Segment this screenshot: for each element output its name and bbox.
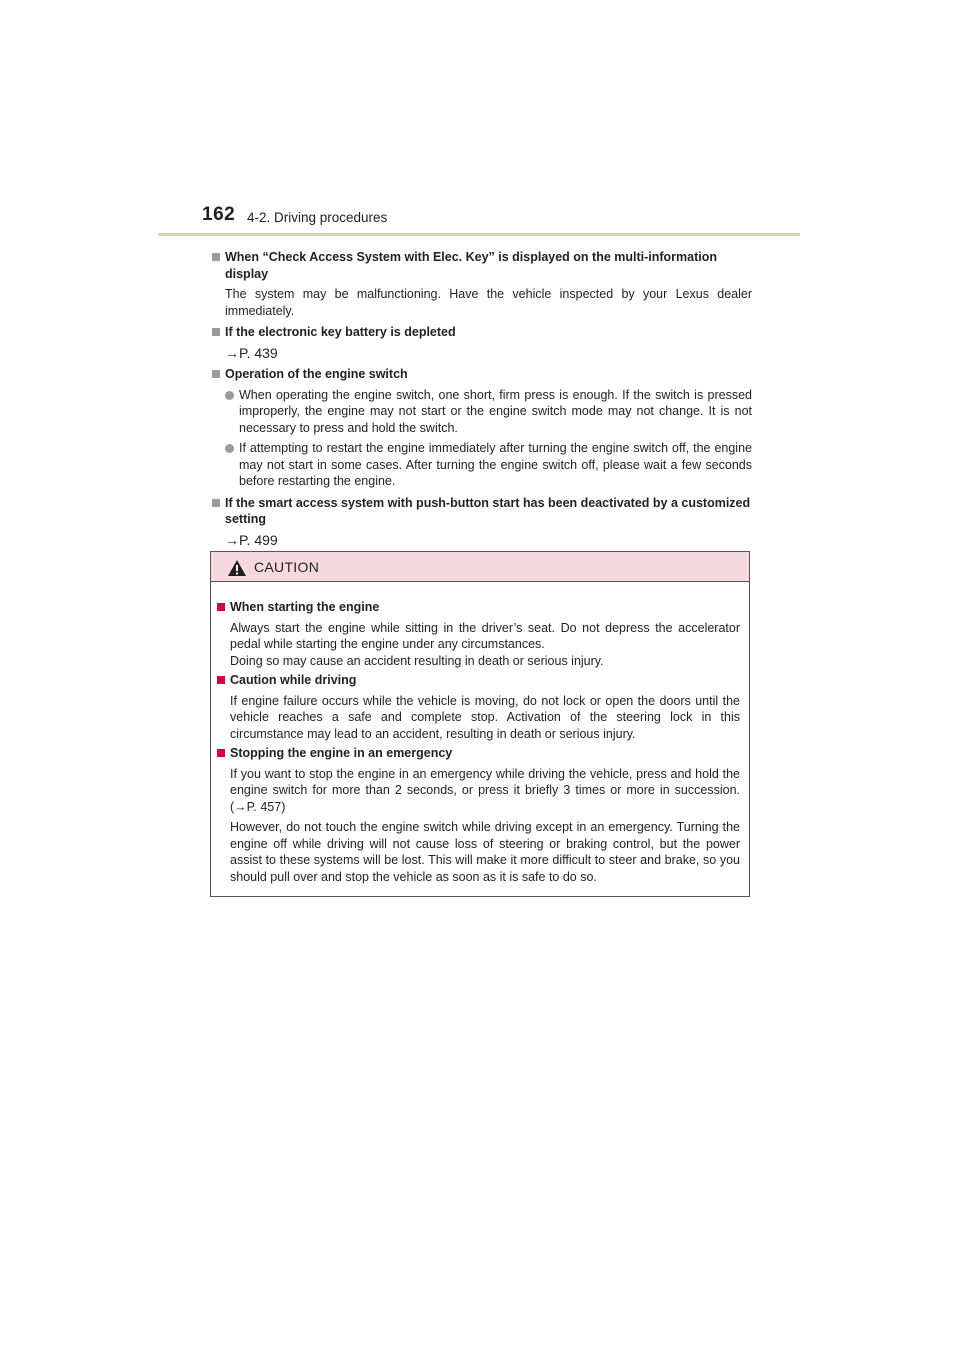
square-bullet-icon <box>212 499 220 507</box>
square-bullet-icon <box>212 370 220 378</box>
item-heading-text: If the smart access system with push-button start has been deactivated by a customized setting <box>225 495 751 526</box>
warning-triangle-icon <box>227 559 247 577</box>
round-bullet-icon <box>225 391 234 400</box>
item-heading <box>212 495 752 528</box>
square-bullet-icon <box>212 253 220 261</box>
bullet-item <box>212 387 752 437</box>
page-reference: →P. 439 <box>225 344 278 361</box>
section-title: 4-2. Driving procedures <box>247 210 388 225</box>
header-rule <box>158 233 800 236</box>
caution-item-text: If engine failure occurs while the vehicle is moving, do not lock or open the doors until the vehicle reaches a safe and complete stop. Activation of the steering lock in this circumstance may lead to an accident, resulting in death or serious injury. <box>230 693 740 741</box>
item-heading-text: When “Check Access System with Elec. Key” is displayed on the multi-information display <box>225 250 718 281</box>
item-heading <box>212 324 752 341</box>
caution-body <box>217 596 740 885</box>
square-bullet-icon <box>212 328 220 336</box>
caution-item-heading <box>217 599 740 616</box>
bullet-text: If attempting to restart the engine immediately after turning the engine switch off, the engine may not start in some cases. After turning the engine switch off, please wait a few seconds before restarting the engine. <box>239 441 752 488</box>
caution-box <box>210 551 750 897</box>
caution-item-text: Always start the engine while sitting in the driver’s seat. Do not depress the accelerator pedal while starting the engine under any circumstances. Doing so may cause an accident resulting in death or serious injury. <box>230 620 740 668</box>
bullet-text: When operating the engine switch, one short, firm press is enough. If the switch is pressed improperly, the engine may not start or the engine switch mode may not change. It is not necessary to press and hold the switch. <box>239 387 752 435</box>
page-header <box>158 204 800 236</box>
caution-item-heading <box>217 672 740 689</box>
caution-item-heading-text: When starting the engine <box>230 600 380 614</box>
item-heading <box>212 366 752 383</box>
item-text: The system may be malfunctioning. Have the vehicle inspected by your Lexus dealer immediately. <box>225 287 752 318</box>
main-content <box>212 244 752 548</box>
caution-item-heading <box>217 745 740 762</box>
caution-item-heading-text: Stopping the engine in an emergency <box>230 746 453 760</box>
caution-item-heading-text: Caution while driving <box>230 673 357 687</box>
caution-header <box>211 552 749 582</box>
red-square-bullet-icon <box>217 749 225 757</box>
item-heading-text: Operation of the engine switch <box>225 367 408 381</box>
round-bullet-icon <box>225 444 234 453</box>
bullet-item <box>212 440 752 490</box>
page-number: 162 <box>202 204 236 225</box>
caution-title: CAUTION <box>254 559 320 575</box>
page-reference: →P. 499 <box>225 531 278 548</box>
red-square-bullet-icon <box>217 676 225 684</box>
caution-item-text: However, do not touch the engine switch while driving except in an emergency. Turning the engine off while driving will not cause loss of steering or braking control, but the power assist to these systems will be lost. This will make it more difficult to steer and brake, so you should pull over and stop the vehicle as soon as it is safe to do so. <box>230 820 740 884</box>
caution-item-text: If you want to stop the engine in an emergency while driving the vehicle, press and hold the engine switch for more than 2 seconds, or press it briefly 3 times or more in succession. (→P. 457) <box>230 766 740 814</box>
red-square-bullet-icon <box>217 603 225 611</box>
item-heading-text: If the electronic key battery is depleted <box>225 325 456 339</box>
item-heading <box>212 249 752 282</box>
